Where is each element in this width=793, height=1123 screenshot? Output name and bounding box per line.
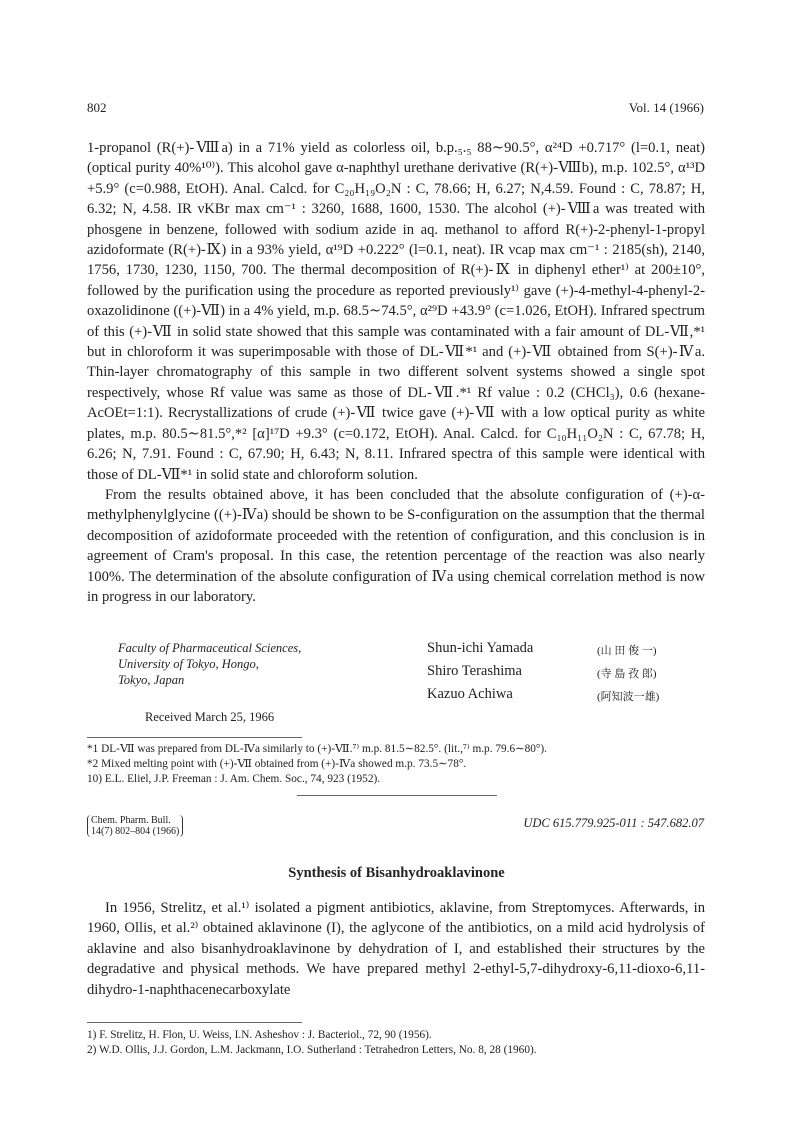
udc-code: UDC 615.779.925-011 : 547.682.07 [523, 816, 704, 830]
author-name: Shiro Terashima [427, 663, 522, 679]
footnote: 10) E.L. Eliel, J.P. Freeman : J. Am. Chem. Soc., 74, 923 (1952). [87, 773, 381, 785]
received-date: Received March 25, 1966 [145, 710, 275, 724]
affiliation-line: Faculty of Pharmaceutical Sciences, [118, 641, 302, 655]
reference-item: 1) F. Strelitz, H. Flon, U. Weiss, I.N. Asheshov : J. Bacteriol., 72, 90 (1956). [87, 1029, 432, 1041]
journal-citation [87, 815, 183, 837]
author-kanji: (山 田 俊 一) [597, 645, 657, 657]
author-row [427, 684, 659, 707]
affiliation-line: University of Tokyo, Hongo, [118, 657, 259, 671]
page-number: 802 [87, 100, 107, 115]
author-kanji: (寺 島 孜 郎) [597, 668, 657, 680]
footnote-divider [87, 737, 302, 738]
author-name: Shun-ichi Yamada [427, 640, 534, 656]
body-paragraph: 1-propanol (R(+)-Ⅷa) in a 71% yield as colorless oil, b.p.₅.₅ 88∼90.5°, α²⁴D +0.717° (l=0.1, neat)(optical purity 40%¹⁰⁾). This alcohol gave α-naphthyl urethane derivative (R(+)-Ⅷb), m.p. 102.5°, α¹³D +5.9° (c=0.988, EtOH). Anal. Calcd. for C₂₀H₁₉O₂N : C, 78.66; H, 6.27; N,4.59. Found : C, 78.87; H, 6.32; N, 4.58. IR νKBr max cm⁻¹ : 3260, 1688, 1600, 1530. The alcohol (+)-Ⅷa was treated with phosgene in benzene, followed with sodium azide in aq. methanol to afford R(+)-2-phenyl-1-propyl azidoformate (R(+)-Ⅸ) in a 93% yield, α¹⁹D +0.222° (l=0.1, neat). IR νcap max cm⁻¹ : 2185(sh), 2140, 1756, 1730, 1230, 1150, 700. The thermal decomposition of R(+)-Ⅸ in diphenyl ether¹⁾ at 200±10°, followed by the purification using the procedure as reported previously¹⁾ gave (+)-4-methyl-4-phenyl-2-oxazolidinone ((+)-Ⅶ) in a 4% yield, m.p. 68.5∼74.5°, α²⁹D +43.9° (c=1.026, EtOH). Infrared spectrum of this (+)-Ⅶ in solid state showed that this sample was contaminated with a fair amount of DL-Ⅶ,*¹ but in chloroform it was superimposable with those of DL-Ⅶ*¹ and (+)-Ⅶ obtained from S(+)-Ⅳa. Thin-layer chromatography of this sample in two different solvent systems showed a single spot respectively, whose Rf value was same as those of DL-Ⅶ.*¹ Rf value : 0.2 (CHCl₃), 0.6 (hexane-AcOEt=1:1). Recrystallizations of crude (+)-Ⅶ twice gave (+)-Ⅶ with a low optical purity as white plates, m.p. 80.5∼81.5°,*² [α]¹⁷D +9.3° (c=0.172, EtOH). Anal. Calcd. for C₁₀H₁₁O₂N : C, 67.78; H, 6.26; N, 7.91. Found : C, 67.90; H, 6.43; N, 8.11. Infrared spectra of this sample were identical with those of DL-Ⅶ*¹ in solid state and chloroform solution. [87, 140, 705, 483]
author-row [427, 661, 659, 684]
footnotes [87, 742, 707, 787]
footnote: *1 DL-Ⅶ was prepared from DL-Ⅳa similarly to (+)-Ⅶ.⁷⁾ m.p. 81.5∼82.5°. (lit.,⁷⁾ m.p. 79.6∼80°). [87, 743, 547, 755]
reference-item: 2) W.D. Ollis, J.J. Gordon, L.M. Jackmann, I.O. Sutherland : Tetrahedron Letters, No. 8, 28 (1960). [87, 1044, 537, 1056]
volume-label: Vol. 14 (1966) [628, 100, 704, 115]
author-row [427, 638, 659, 661]
main-body [87, 138, 705, 607]
author-kanji: (阿知波一雄) [597, 691, 660, 703]
affiliation [118, 640, 301, 688]
body-paragraph: From the results obtained above, it has been concluded that the absolute configuration of (+)-α-methylphenylglycine ((+)-Ⅳa) should be shown to be S-configuration on the assumption that the thermal decomposition of azidoformate proceeded with the retention of configuration, and this conclusion is in agreement of Cram's proposal. In this case, the retention percentage of the reaction was also nearly 100%. The determination of the absolute configuration of Ⅳa using chemical correlation method is now in progress in our laboratory. [87, 486, 705, 605]
citation-line: Chem. Pharm. Bull. [91, 815, 171, 826]
references [87, 1028, 707, 1058]
author-list [427, 638, 659, 707]
footnote: *2 Mixed melting point with (+)-Ⅶ obtained from (+)-Ⅳa showed m.p. 73.5∼78°. [87, 758, 467, 770]
reference-divider [87, 1022, 302, 1023]
body-paragraph: In 1956, Strelitz, et al.¹⁾ isolated a pigment antibiotics, aklavine, from Streptomyces. Afterwards, in 1960, Ollis, et al.²⁾ obtained aklavinone (I), the aglycone of the antibiotics, on a mild acid hydrolysis of aklavine and also bisanhydroaklavinone by dehydration of I, and established their structures by the degradative and physical methods. We have prepared methyl 2-ethyl-5,7-dihydroxy-6,11-dioxo-6,11-dihydro-1-naphthacenecarboxylate [87, 900, 705, 998]
author-name: Kazuo Achiwa [427, 686, 513, 702]
article-title: Synthesis of Bisanhydroaklavinone [288, 865, 505, 881]
affiliation-line: Tokyo, Japan [118, 673, 185, 687]
citation-line: 14(7) 802–804 (1966) [91, 826, 180, 837]
article-divider [297, 795, 497, 796]
